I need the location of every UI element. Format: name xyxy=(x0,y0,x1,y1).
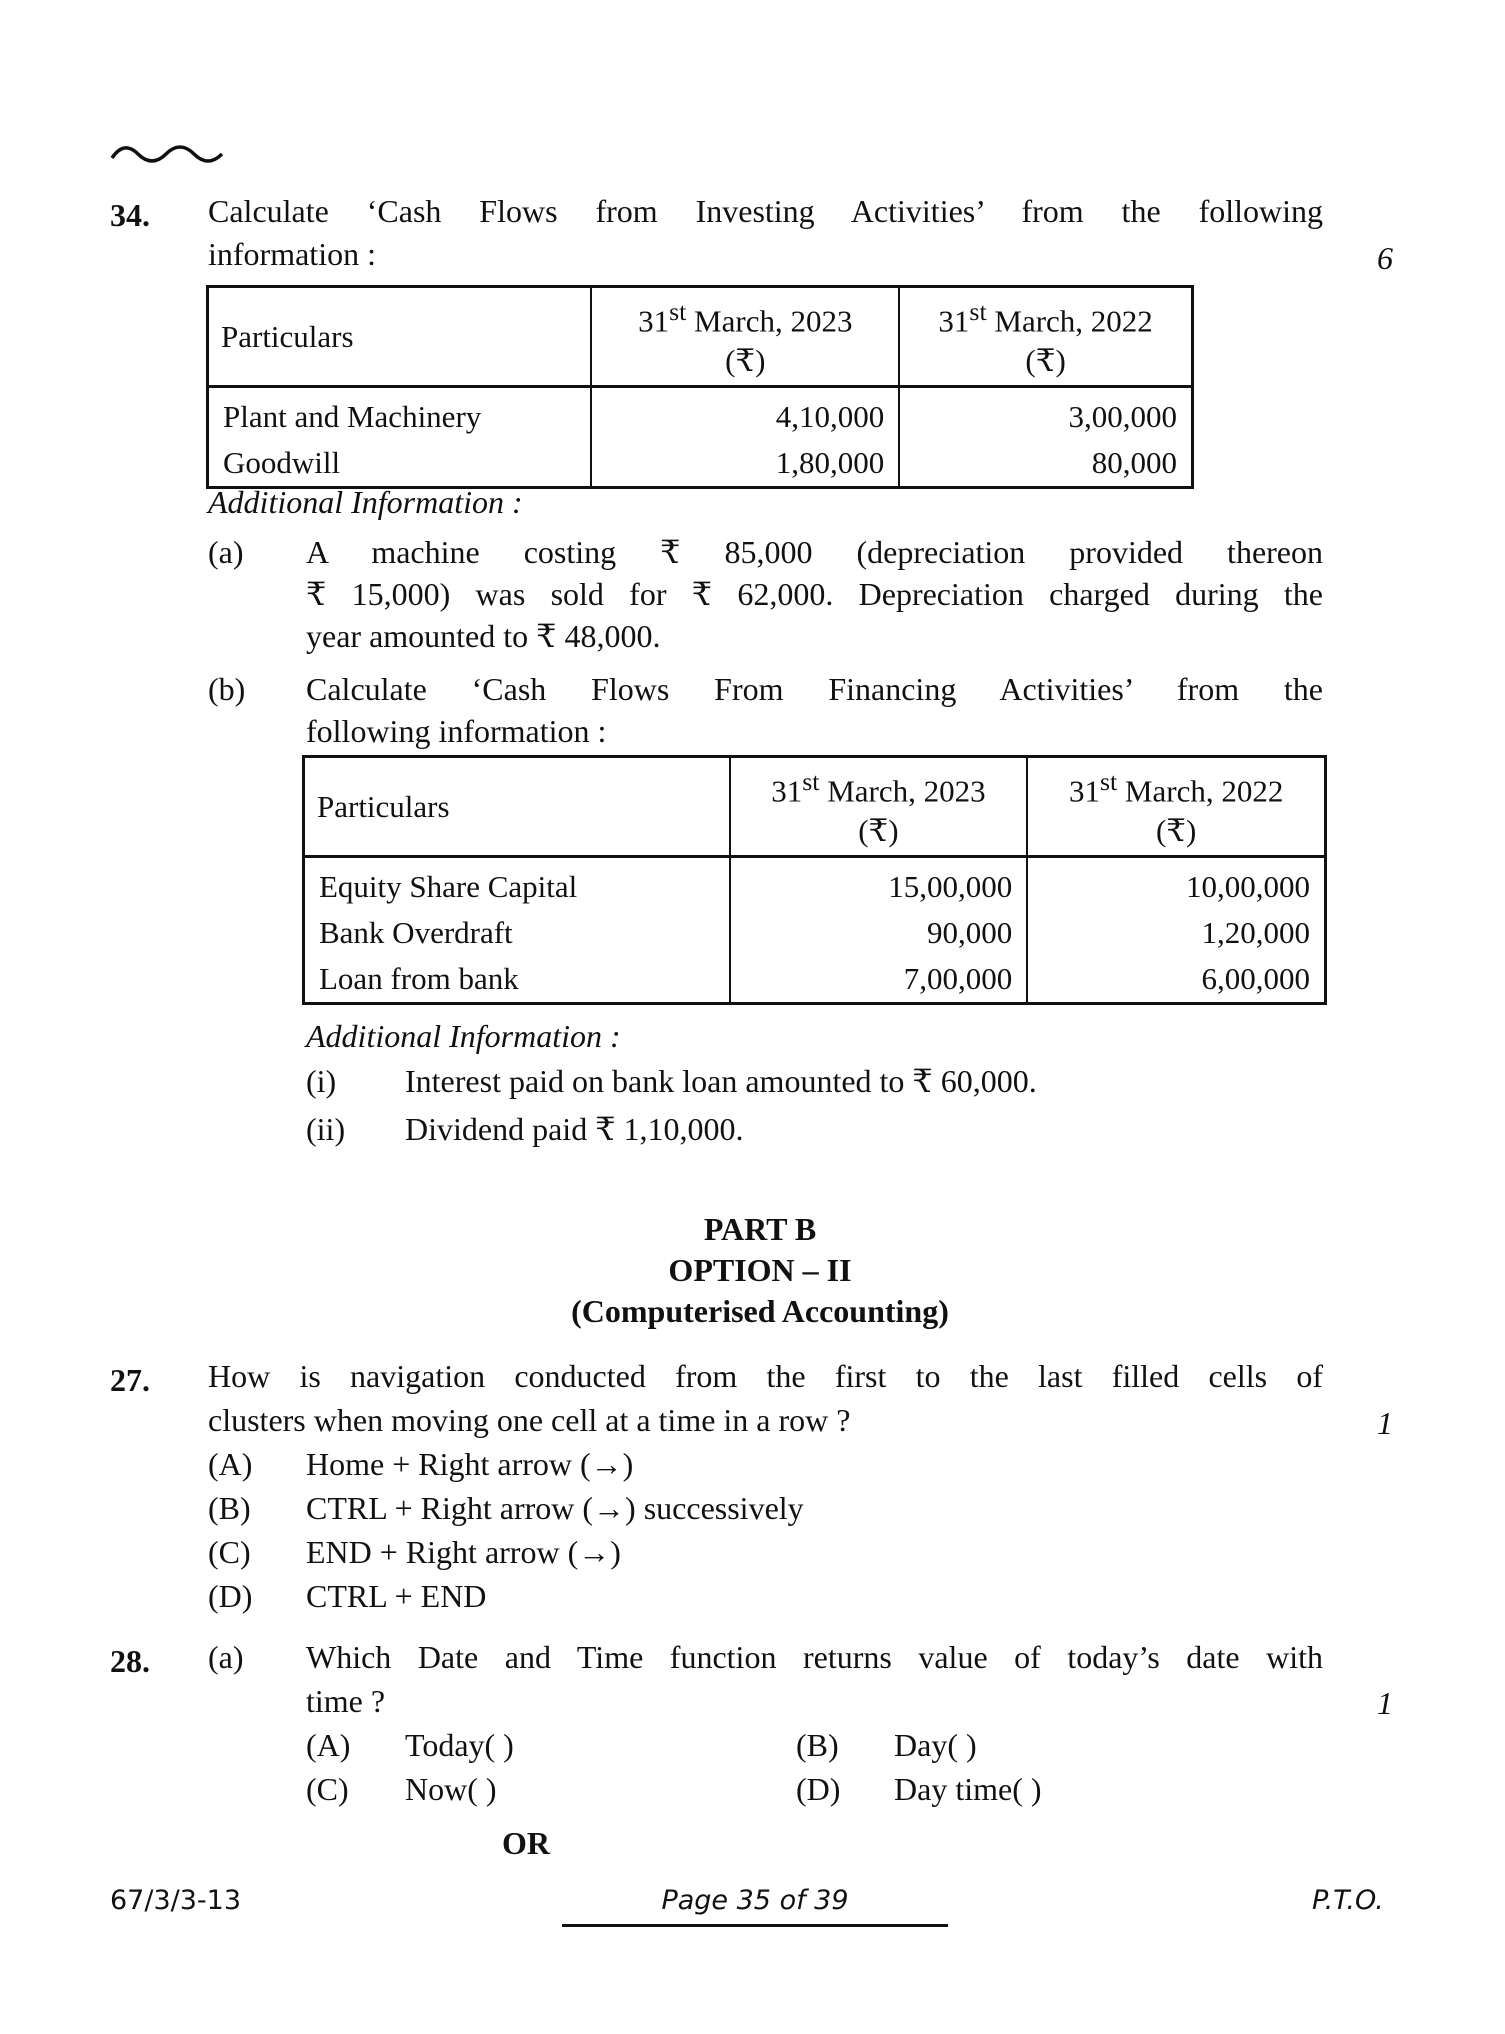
header-particulars: Particulars xyxy=(304,757,730,857)
option-text: CTRL + END xyxy=(306,1578,487,1614)
option-label: (B) xyxy=(208,1490,251,1526)
option-text: Day( ) xyxy=(894,1727,977,1763)
option-text: CTRL + Right arrow (→) successively xyxy=(306,1490,804,1526)
paragraph-line: ₹ 15,000) was sold for ₹ 62,000. Depreciation charged during the xyxy=(306,576,1323,612)
question-number: 27. xyxy=(110,1362,150,1398)
question-number: 28. xyxy=(110,1643,150,1679)
row-value-2022: 6,00,000 xyxy=(1027,956,1325,1004)
option-text: Day time( ) xyxy=(894,1771,1042,1807)
row-value-2022: 1,20,000 xyxy=(1027,910,1325,956)
marks: 1 xyxy=(1377,1405,1393,1441)
option-text: END + Right arrow (→) xyxy=(306,1534,621,1570)
header-2022: 31st March, 2022 (₹) xyxy=(1027,757,1325,857)
row-value-2022: 10,00,000 xyxy=(1027,857,1325,911)
row-label: Loan from bank xyxy=(304,956,730,1004)
paragraph-line: year amounted to ₹ 48,000. xyxy=(306,618,661,654)
option-heading: OPTION – II xyxy=(668,1252,852,1288)
option-text: Today( ) xyxy=(405,1727,514,1763)
part-heading: PART B xyxy=(703,1211,817,1247)
option-label: (C) xyxy=(208,1534,251,1570)
pto-label: P.T.O. xyxy=(1312,1885,1384,1916)
question-text: Which Date and Time function returns value of today’s date with xyxy=(306,1639,1323,1675)
row-label: Goodwill xyxy=(208,440,592,488)
sub-label: (a) xyxy=(208,534,244,570)
or-separator: OR xyxy=(502,1825,550,1861)
question-number: 34. xyxy=(110,197,150,233)
row-value-2023: 1,80,000 xyxy=(591,440,899,488)
wave-mark xyxy=(110,138,226,166)
paragraph-line: Dividend paid ₹ 1,10,000. xyxy=(405,1111,744,1147)
marks: 1 xyxy=(1377,1685,1393,1721)
page-number: Page 35 of 39 xyxy=(661,1885,849,1916)
row-label: Bank Overdraft xyxy=(304,910,730,956)
paragraph-line: A machine costing ₹ 85,000 (depreciation provided thereon xyxy=(306,534,1323,570)
option-text: Home + Right arrow (→) xyxy=(306,1446,634,1482)
row-value-2022: 3,00,000 xyxy=(899,387,1192,441)
option-text: Now( ) xyxy=(405,1771,497,1807)
paragraph-line: Calculate ‘Cash Flows From Financing Activities’ from the xyxy=(306,671,1323,707)
table-row xyxy=(304,956,1326,1004)
sub-label: (b) xyxy=(208,671,246,707)
header-2023: 31st March, 2023 (₹) xyxy=(730,757,1028,857)
question-text: clusters when moving one cell at a time in a row ? xyxy=(208,1402,851,1438)
sub-label: (a) xyxy=(208,1639,244,1675)
row-value-2023: 7,00,000 xyxy=(730,956,1028,1004)
header-particulars: Particulars xyxy=(208,287,592,387)
additional-info-heading: Additional Information : xyxy=(208,484,523,520)
marks: 6 xyxy=(1377,240,1393,276)
header-2022: 31st March, 2022 (₹) xyxy=(899,287,1192,387)
header-2023: 31st March, 2023 (₹) xyxy=(591,287,899,387)
financing-table xyxy=(302,755,1327,1005)
footer-divider xyxy=(562,1924,948,1927)
option-label: (D) xyxy=(796,1771,841,1807)
row-label: Plant and Machinery xyxy=(208,387,592,441)
row-value-2022: 80,000 xyxy=(899,440,1192,488)
paragraph-line: Interest paid on bank loan amounted to ₹ 60,000. xyxy=(405,1063,1037,1099)
option-label: (A) xyxy=(208,1446,253,1482)
sub-label: (i) xyxy=(306,1063,337,1099)
table-row xyxy=(304,857,1326,911)
option-label: (C) xyxy=(306,1771,349,1807)
row-value-2023: 90,000 xyxy=(730,910,1028,956)
table-row xyxy=(304,910,1326,956)
question-text: information : xyxy=(208,236,376,272)
investing-table xyxy=(206,285,1194,489)
table-row xyxy=(208,387,1193,441)
option-label: (D) xyxy=(208,1578,253,1614)
paper-code: 67/3/3-13 xyxy=(110,1885,242,1916)
option-label: (B) xyxy=(796,1727,839,1763)
row-value-2023: 4,10,000 xyxy=(591,387,899,441)
sub-label: (ii) xyxy=(306,1111,346,1147)
question-text: How is navigation conducted from the first to the last filled cells of xyxy=(208,1358,1323,1394)
row-value-2023: 15,00,000 xyxy=(730,857,1028,911)
row-label: Equity Share Capital xyxy=(304,857,730,911)
question-text: time ? xyxy=(306,1683,386,1719)
paragraph-line: following information : xyxy=(306,713,607,749)
option-label: (A) xyxy=(306,1727,351,1763)
section-heading: (Computerised Accounting) xyxy=(571,1293,949,1329)
additional-info-heading: Additional Information : xyxy=(306,1018,621,1054)
question-text: Calculate ‘Cash Flows from Investing Activities’ from the following xyxy=(208,193,1323,229)
